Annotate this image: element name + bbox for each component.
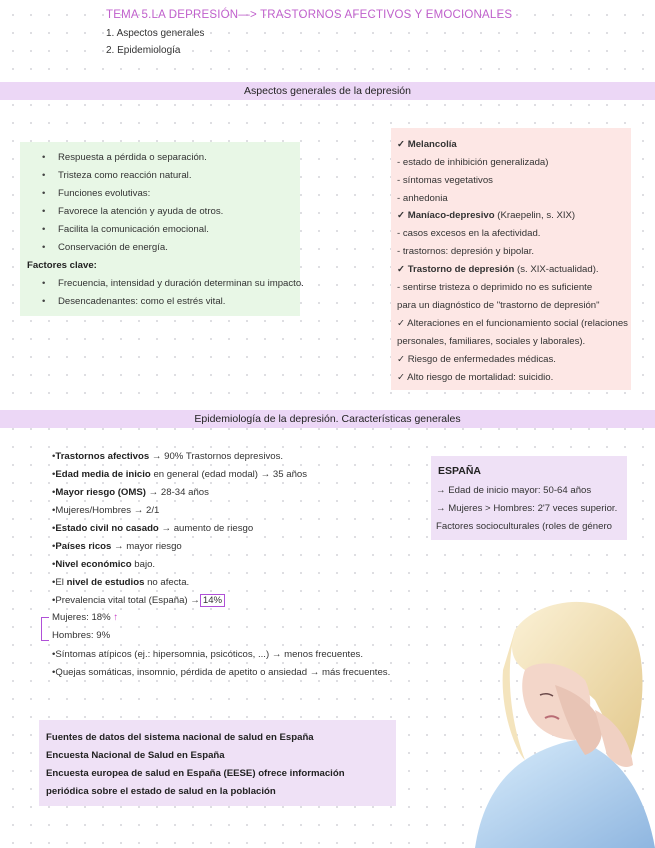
maniaco-note: (Kraepelin, s. XIX) bbox=[494, 210, 576, 221]
list-item: → Edad de inicio mayor: 50-64 años bbox=[436, 485, 592, 496]
source-line: periódica sobre el estado de salud en la población bbox=[46, 786, 276, 797]
list-item: - trastornos: depresión y bipolar. bbox=[397, 246, 535, 257]
item-text: en general (edad modal) → 35 años bbox=[150, 469, 308, 480]
trastorno-heading bbox=[397, 264, 599, 275]
list-item: - estado de inhibición generalizada) bbox=[397, 157, 549, 168]
item-bold: Trastornos afectivos bbox=[55, 451, 150, 462]
page-title: TEMA 5.LA DEPRESIÓN—> TRASTORNOS AFECTIVOS Y EMOCIONALES bbox=[106, 9, 513, 21]
list-item: •Estado civil no casado → aumento de riesgo bbox=[52, 523, 254, 534]
mujeres-line bbox=[52, 612, 118, 623]
list-item: Factores socioculturales (roles de género bbox=[436, 521, 612, 532]
list-item: •Quejas somáticas, insomnio, pérdida de apetito o ansiedad → más frecuentes. bbox=[52, 667, 391, 678]
list-item: •Edad media de inicio en general (edad modal) → 35 años bbox=[52, 469, 308, 480]
item-text: no afecta. bbox=[144, 577, 190, 588]
source-line: Encuesta Nacional de Salud en España bbox=[46, 750, 225, 761]
prevalence-value: 14% bbox=[200, 594, 225, 607]
list-item: •El nivel de estudios no afecta. bbox=[52, 577, 190, 588]
list-item: - casos excesos en la afectividad. bbox=[397, 228, 541, 239]
arrow-up-icon: ↑ bbox=[113, 612, 119, 623]
list-item: ✓ Alteraciones en el funcionamiento social (relaciones bbox=[397, 318, 628, 329]
section1-title: Aspectos generales de la depresión bbox=[244, 85, 411, 97]
list-item: • Respuesta a pérdida o separación. bbox=[58, 152, 207, 163]
sintomas-text: Síntomas atípicos (ej.: hipersomnia, psicóticos, ...) → menos frecuentes. bbox=[55, 649, 364, 660]
item-text: → aumento de riesgo bbox=[158, 523, 254, 534]
item-bold: Edad media de inicio bbox=[55, 469, 151, 480]
section2-title: Epidemiología de la depresión. Características generales bbox=[194, 413, 461, 425]
item-bold: Países ricos bbox=[55, 541, 112, 552]
list-item: •Países ricos → mayor riesgo bbox=[52, 541, 182, 552]
toc-item-1: 1. Aspectos generales bbox=[106, 28, 205, 39]
item-bold: Mayor riesgo (OMS) bbox=[55, 487, 146, 498]
list-item: •Nivel económico bajo. bbox=[52, 559, 156, 570]
list-item: → Mujeres > Hombres: 2'7 veces superior. bbox=[436, 503, 618, 514]
list-item: • Frecuencia, intensidad y duración determinan su impacto. bbox=[58, 278, 304, 289]
quejas-text: Quejas somáticas, insomnio, pérdida de apetito o ansiedad → más frecuentes. bbox=[55, 667, 391, 678]
item-text: → 28-34 años bbox=[145, 487, 209, 498]
item-bold: nivel de estudios bbox=[66, 577, 145, 588]
list-item: • Facilita la comunicación emocional. bbox=[58, 224, 209, 235]
spain-heading: ESPAÑA bbox=[438, 465, 481, 477]
prevalence-line: •Prevalencia vital total (España) → 14% bbox=[52, 595, 225, 606]
list-item: •Trastornos afectivos → 90% Trastornos depresivos. bbox=[52, 451, 284, 462]
factors-heading: Factores clave: bbox=[27, 260, 97, 271]
trastorno-label: ✓ Trastorno de depresión bbox=[397, 264, 515, 275]
item-text: → 90% Trastornos depresivos. bbox=[149, 451, 284, 462]
mujeres-text: Mujeres: 18% bbox=[52, 612, 111, 623]
prevalence-label: Prevalencia vital total (España) → bbox=[55, 595, 200, 606]
source-line: Fuentes de datos del sistema nacional de salud en España bbox=[46, 732, 314, 743]
item-text: → mayor riesgo bbox=[111, 541, 182, 552]
list-item: - síntomas vegetativos bbox=[397, 175, 493, 186]
toc-item-2: 2. Epidemiología bbox=[106, 45, 181, 56]
trastorno-note: (s. XIX-actualidad). bbox=[514, 264, 599, 275]
list-item: • Tristeza como reacción natural. bbox=[58, 170, 191, 181]
crying-princess-illustration bbox=[455, 590, 655, 848]
list-item: •Síntomas atípicos (ej.: hipersomnia, psicóticos, ...) → menos frecuentes. bbox=[52, 649, 364, 660]
list-item: • Funciones evolutivas: bbox=[58, 188, 150, 199]
list-item: • Desencadenantes: como el estrés vital. bbox=[58, 296, 225, 307]
maniaco-heading bbox=[397, 210, 575, 221]
maniaco-label: ✓ Maníaco-depresivo bbox=[397, 210, 495, 221]
list-item: • Conservación de energía. bbox=[58, 242, 168, 253]
list-item: ✓ Alto riesgo de mortalidad: suicidio. bbox=[397, 372, 554, 383]
list-item: • Favorece la atención y ayuda de otros. bbox=[58, 206, 223, 217]
list-item: personales, familiares, sociales y laborales). bbox=[397, 336, 586, 347]
item-text: Mujeres/Hombres → 2/1 bbox=[55, 505, 160, 516]
item-bold: Estado civil no casado bbox=[55, 523, 159, 534]
source-line: Encuesta europea de salud en España (EESE) ofrece información bbox=[46, 768, 345, 779]
list-item: ✓ Riesgo de enfermedades médicas. bbox=[397, 354, 556, 365]
hombres-line: Hombres: 9% bbox=[52, 630, 111, 641]
bracket-line bbox=[41, 617, 49, 641]
melancolia-heading: ✓ Melancolía bbox=[397, 139, 457, 150]
item-pre: El bbox=[55, 577, 67, 588]
list-item: - anhedonia bbox=[397, 193, 448, 204]
list-item: - sentirse tristeza o deprimido no es suficiente bbox=[397, 282, 593, 293]
item-text: bajo. bbox=[131, 559, 156, 570]
item-bold: Nivel económico bbox=[55, 559, 132, 570]
list-item: •Mujeres/Hombres → 2/1 bbox=[52, 505, 160, 516]
list-item: •Mayor riesgo (OMS) → 28-34 años bbox=[52, 487, 209, 498]
list-item: para un diagnóstico de "trastorno de depresión" bbox=[397, 300, 600, 311]
